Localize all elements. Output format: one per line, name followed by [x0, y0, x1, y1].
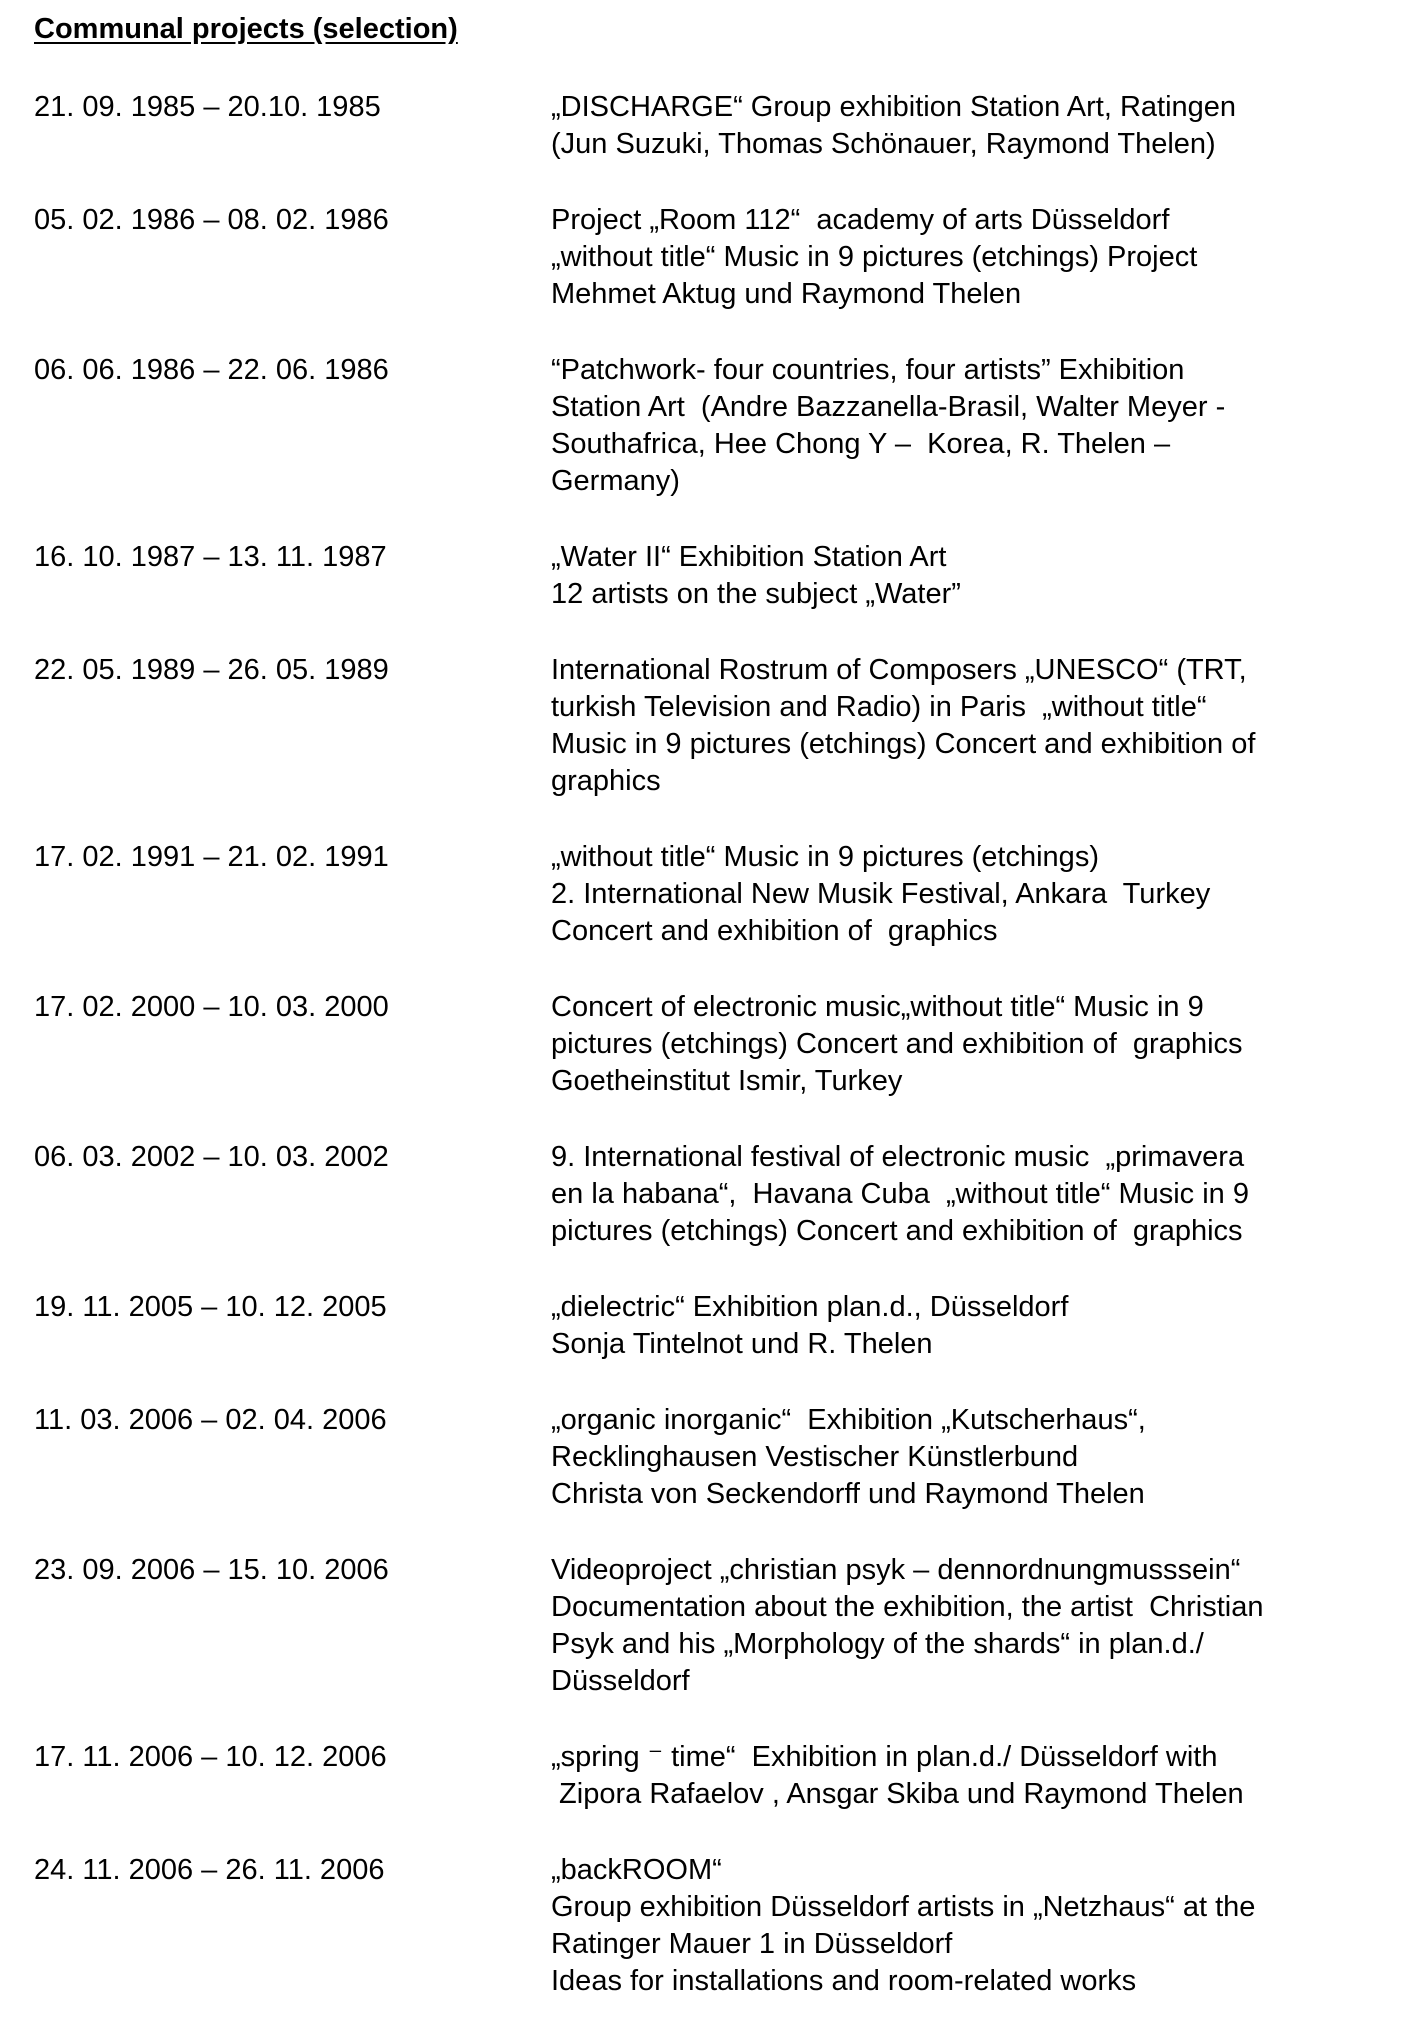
project-entry: [34, 202, 1394, 313]
description-line: Project „Room 112“ academy of arts Düsseldorf: [551, 204, 1170, 236]
project-date-range: 17. 11. 2006 – 10. 12. 2006: [34, 1741, 387, 1773]
description-line: Southafrica, Hee Chong Y – Korea, R. Thelen –: [551, 428, 1171, 460]
description-line: Group exhibition Düsseldorf artists in „Netzhaus“ at the: [551, 1891, 1256, 1923]
description-line: „dielectric“ Exhibition plan.d., Düsseldorf: [551, 1291, 1069, 1323]
project-date-range: 16. 10. 1987 – 13. 11. 1987: [34, 541, 387, 573]
description-line: „without title“ Music in 9 pictures (etchings): [551, 841, 1099, 873]
project-description: [551, 202, 1394, 313]
description-line: Station Art (Andre Bazzanella-Brasil, Walter Meyer -: [551, 391, 1226, 423]
project-date-range: 22. 05. 1989 – 26. 05. 1989: [34, 654, 389, 686]
project-description: [551, 1139, 1394, 1250]
description-line: (Jun Suzuki, Thomas Schönauer, Raymond Thelen): [551, 128, 1216, 160]
description-line: 2. International New Musik Festival, Ankara Turkey: [551, 878, 1211, 910]
description-line: Zipora Rafaelov , Ansgar Skiba und Raymond Thelen: [551, 1778, 1244, 1810]
description-line: Sonja Tintelnot und R. Thelen: [551, 1328, 933, 1360]
project-description: [551, 1852, 1394, 2000]
description-line: Germany): [551, 465, 680, 497]
description-line: en la habana“, Havana Cuba „without title“ Music in 9: [551, 1178, 1249, 1210]
description-line: „Water II“ Exhibition Station Art: [551, 541, 947, 573]
project-entry: [34, 539, 1394, 613]
description-line: „DISCHARGE“ Group exhibition Station Art, Ratingen: [551, 91, 1237, 123]
project-description: [551, 989, 1394, 1100]
description-line: Music in 9 pictures (etchings) Concert and exhibition of: [551, 728, 1256, 760]
description-line: „spring ⁻ time“ Exhibition in plan.d./ Düsseldorf with: [551, 1741, 1218, 1773]
project-entry: [34, 1139, 1394, 1250]
description-line: turkish Television and Radio) in Paris „without title“: [551, 691, 1207, 723]
description-line: International Rostrum of Composers „UNESCO“ (TRT,: [551, 654, 1247, 686]
description-line: „without title“ Music in 9 pictures (etchings) Project: [551, 241, 1198, 273]
description-line: 9. International festival of electronic music „primavera: [551, 1141, 1245, 1173]
description-line: pictures (etchings) Concert and exhibition of graphics: [551, 1215, 1243, 1247]
project-description: [551, 352, 1394, 500]
project-date-range: 06. 03. 2002 – 10. 03. 2002: [34, 1141, 389, 1173]
description-line: Recklinghausen Vestischer Künstlerbund: [551, 1441, 1079, 1473]
project-date-range: 06. 06. 1986 – 22. 06. 1986: [34, 354, 389, 386]
project-date-range: 21. 09. 1985 – 20.10. 1985: [34, 91, 381, 123]
description-line: Ideas for installations and room-related works: [551, 1965, 1137, 1997]
project-date-range: 24. 11. 2006 – 26. 11. 2006: [34, 1854, 385, 1886]
project-description: [551, 539, 1394, 613]
project-date-range: 05. 02. 1986 – 08. 02. 1986: [34, 204, 389, 236]
project-description: [551, 89, 1394, 163]
description-line: „organic inorganic“ Exhibition „Kutscherhaus“,: [551, 1404, 1146, 1436]
project-date-range: 17. 02. 2000 – 10. 03. 2000: [34, 991, 389, 1023]
description-line: Documentation about the exhibition, the artist Christian: [551, 1591, 1264, 1623]
project-entry: [34, 89, 1394, 163]
description-line: Concert of electronic music„without title“ Music in 9: [551, 991, 1204, 1023]
project-entry: [34, 1402, 1394, 1513]
description-line: Concert and exhibition of graphics: [551, 915, 998, 947]
description-line: Mehmet Aktug und Raymond Thelen: [551, 278, 1022, 310]
project-date-range: 23. 09. 2006 – 15. 10. 2006: [34, 1554, 389, 1586]
description-line: „backROOM“: [551, 1854, 722, 1886]
project-entry: [34, 839, 1394, 950]
project-description: [551, 1552, 1394, 1700]
project-entry: [34, 652, 1394, 800]
description-line: Goetheinstitut Ismir, Turkey: [551, 1065, 903, 1097]
description-line: Videoproject „christian psyk – dennordnungmusssein“: [551, 1554, 1241, 1586]
description-line: pictures (etchings) Concert and exhibition of graphics: [551, 1028, 1243, 1060]
description-line: Psyk and his „Morphology of the shards“ in plan.d./: [551, 1628, 1204, 1660]
description-line: graphics: [551, 765, 661, 797]
description-line: Ratinger Mauer 1 in Düsseldorf: [551, 1928, 953, 1960]
description-line: Düsseldorf: [551, 1665, 690, 1697]
project-description: [551, 839, 1394, 950]
project-description: [551, 1402, 1394, 1513]
project-entry: [34, 989, 1394, 1100]
project-date-range: 17. 02. 1991 – 21. 02. 1991: [34, 841, 389, 873]
project-description: [551, 1739, 1394, 1813]
project-entry: [34, 1289, 1394, 1363]
project-entry: [34, 1552, 1394, 1700]
project-description: [551, 652, 1394, 800]
project-entry: [34, 1852, 1394, 2000]
description-line: “Patchwork- four countries, four artists” Exhibition: [551, 354, 1185, 386]
project-entry: [34, 1739, 1394, 1813]
description-line: Christa von Seckendorff und Raymond Thelen: [551, 1478, 1145, 1510]
project-date-range: 19. 11. 2005 – 10. 12. 2005: [34, 1291, 387, 1323]
section-heading: Communal projects (selection): [34, 13, 458, 45]
document-page: [34, 10, 1394, 2039]
project-entry: [34, 352, 1394, 500]
description-line: 12 artists on the subject „Water”: [551, 578, 961, 610]
project-description: [551, 1289, 1394, 1363]
project-date-range: 11. 03. 2006 – 02. 04. 2006: [34, 1404, 387, 1436]
project-list: [34, 89, 1394, 2000]
